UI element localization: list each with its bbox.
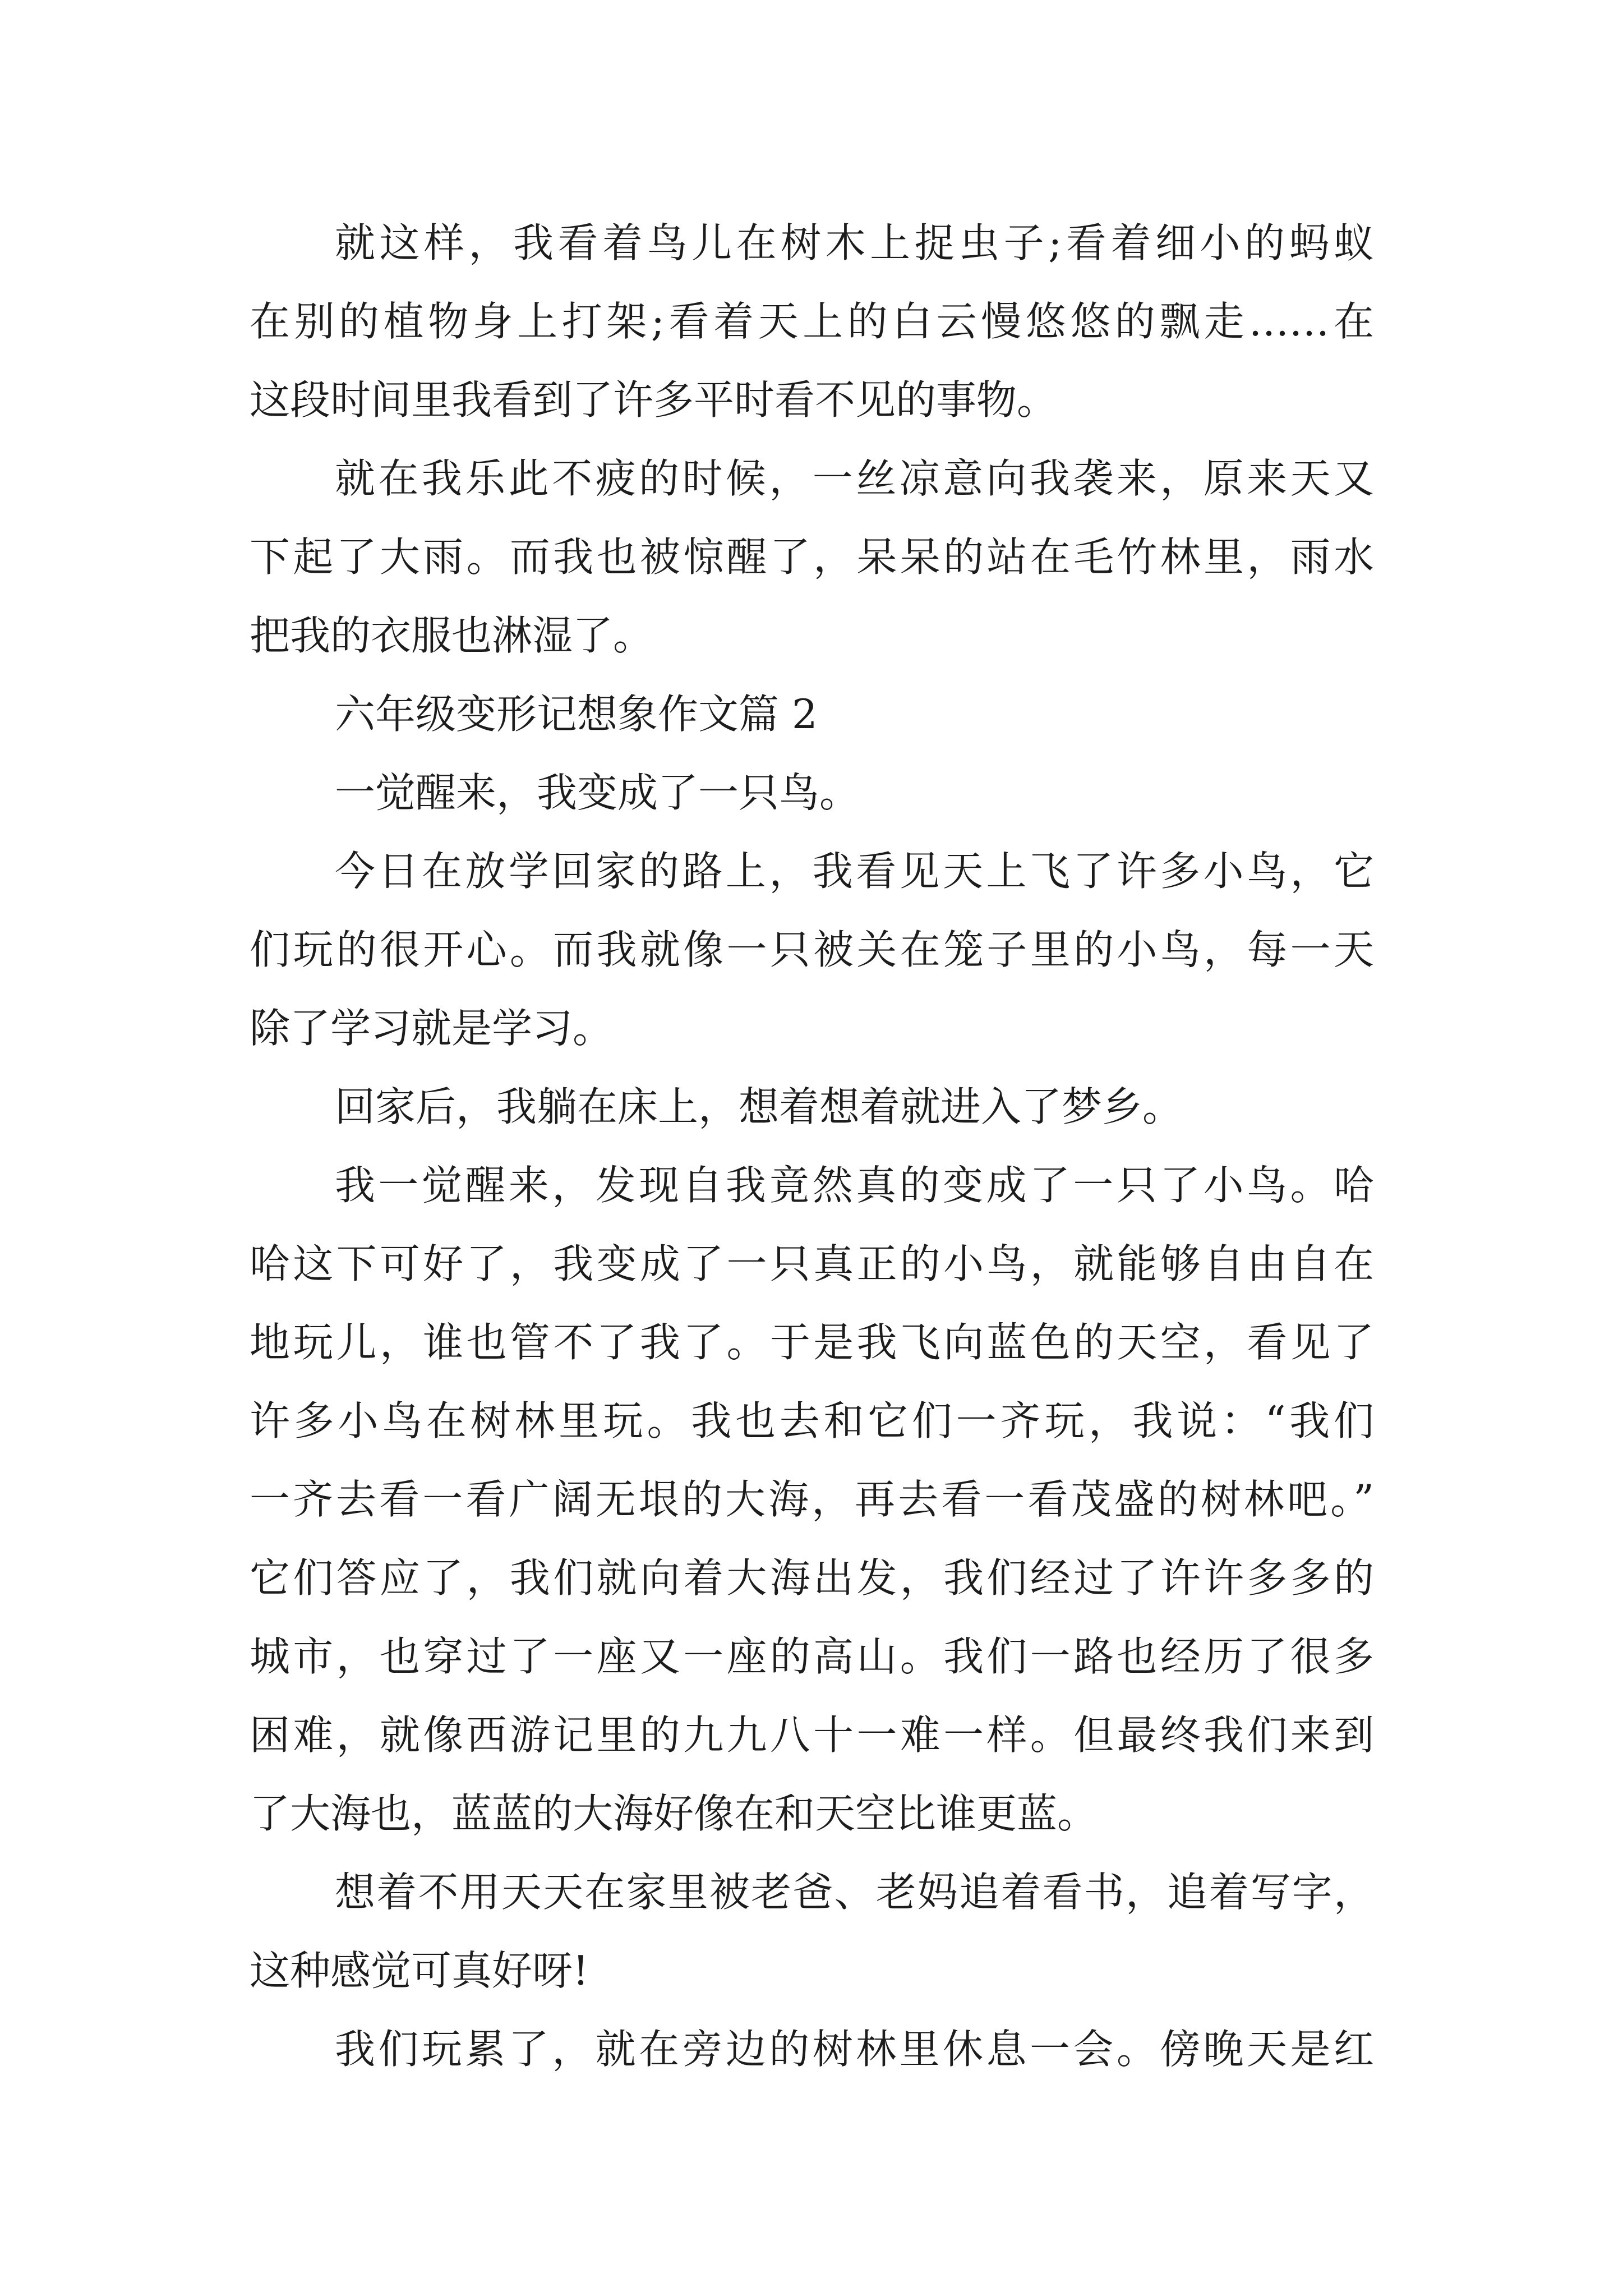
text-line: 一觉醒来，我变成了一只鸟。 [335, 769, 860, 816]
text-line: 这段时间里我看到了许多平时看不见的事物。 [250, 376, 1058, 424]
text-line: 想着不用天天在家里被老爸、老妈追着看书，追着写字， [335, 1869, 1374, 1916]
text-line: 今日在放学回家的路上，我看见天上飞了许多小鸟，它 [335, 848, 1374, 895]
text-line: 一齐去看一看广阔无垠的大海，再去看一看茂盛的树林吧。” [250, 1476, 1374, 1523]
text-line: 就在我乐此不疲的时候，一丝凉意向我袭来，原来天又 [335, 455, 1374, 502]
text-line: 把我的衣服也淋湿了。 [250, 612, 654, 659]
text-line: 哈这下可好了，我变成了一只真正的小鸟，就能够自由自在 [250, 1240, 1374, 1287]
text-line: 它们答应了，我们就向着大海出发，我们经过了许许多多的 [250, 1554, 1374, 1602]
text-line: 我一觉醒来，发现自我竟然真的变成了一只了小鸟。哈 [335, 1162, 1374, 1209]
text-line: 们玩的很开心。而我就像一只被关在笼子里的小鸟，每一天 [250, 926, 1374, 973]
text-line: 城市，也穿过了一座又一座的高山。我们一路也经历了很多 [250, 1633, 1374, 1680]
text-line: 困难，就像西游记里的九九八十一难一样。但最终我们来到 [250, 1711, 1374, 1759]
text-line: 除了学习就是学习。 [250, 1005, 614, 1052]
text-line: 了大海也，蓝蓝的大海好像在和天空比谁更蓝。 [250, 1790, 1098, 1837]
text-line: 我们玩累了，就在旁边的树林里休息一会。傍晚天是红 [335, 2026, 1374, 2073]
text-line: 这种感觉可真好呀! [250, 1947, 589, 1994]
section-heading: 六年级变形记想象作文篇 2 [335, 691, 818, 738]
text-line: 地玩儿，谁也管不了我了。于是我飞向蓝色的天空，看见了 [250, 1319, 1374, 1366]
text-line: 回家后，我躺在床上，想着想着就进入了梦乡。 [335, 1083, 1183, 1130]
text-line: 许多小鸟在树林里玩。我也去和它们一齐玩，我说：“我们 [250, 1397, 1374, 1444]
text-line: 下起了大雨。而我也被惊醒了，呆呆的站在毛竹林里，雨水 [250, 533, 1374, 581]
text-line: 在别的植物身上打架;看着天上的白云慢悠悠的飘走……在 [250, 298, 1374, 345]
text-line: 就这样，我看着鸟儿在树木上捉虫子;看着细小的蚂蚁 [335, 219, 1374, 266]
